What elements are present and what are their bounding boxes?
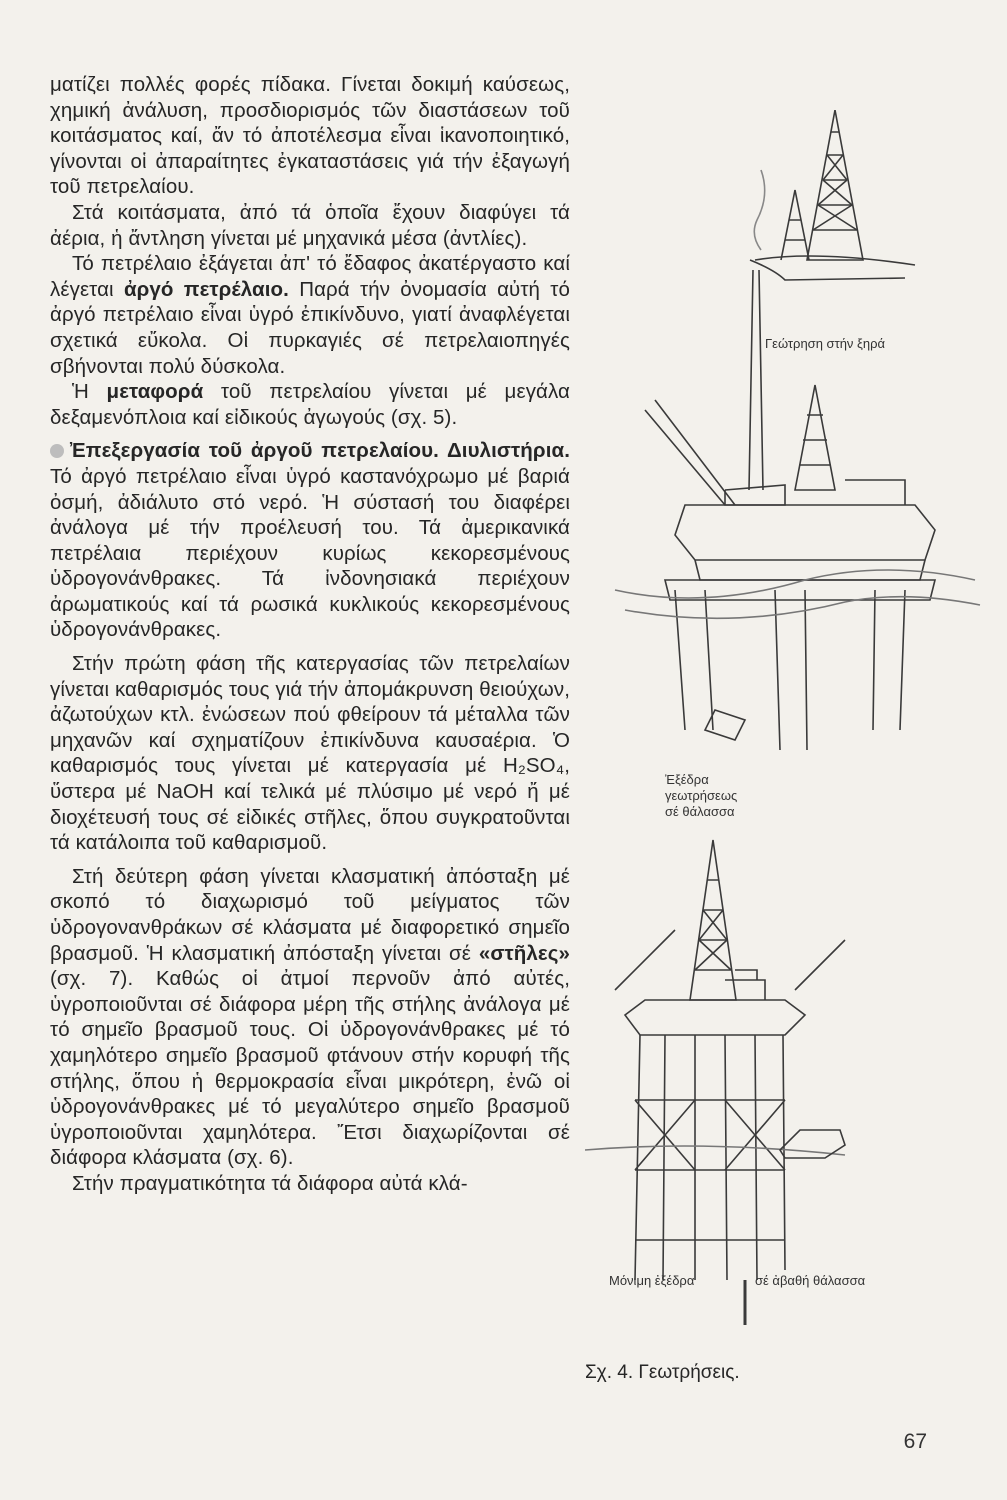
label-fixed-platform-b: σέ ἀβαθή θάλασσα xyxy=(755,1273,866,1288)
paragraph-7-text-a: Στή δεύτερη φάση γίνεται κλασματική ἀπόσταξη μέ σκοπό τό διαχωρισμό τοῦ μείγματος τῶν ὑδρογονανθράκων σέ κλάσματα μέ διαφορετικό σημεῖο βρασμοῦ. Ἡ κλασματική ἀπόσταξη γίνεται σέ xyxy=(50,864,570,965)
term-transport: μεταφορά xyxy=(106,380,204,404)
paragraph-4-text-c: τοῦ πετρελαίου γίνεται μέ μεγάλα δεξαμενόπλοια καί εἰδικούς ἀγωγούς (σχ. 5). xyxy=(50,380,570,429)
label-fixed-platform-a: Μόνιμη ἐξέδρα xyxy=(609,1273,695,1288)
paragraph-3-text-c: Παρά τήν ὀνομασία αὐτή τό ἀργό πετρέλαιο εἶναι ὑγρό ἐπικίνδυνο, γιατί ἀναφλέγεται σχετικά εὔκολα. Οἱ πυρκαγιές σέ πετρελαιοπηγές σβήνονται πολύ δύσκολα. xyxy=(50,277,570,378)
figure-drilling-rigs xyxy=(585,110,995,1330)
paragraph-7-text-c: (σχ. 7). Καθώς οἱ ἀτμοί περνοῦν ἀπό αὐτές, ὑγροποιοῦνται σέ διάφορα μέρη τῆς στήλης ἀνάλογα μέ τό σημεῖο βρασμοῦ τους. Οἱ ὑδρογονάνθρακες μέ τό χαμηλότερο σημεῖο βρασμοῦ φτάνουν στήν κορυφή τῆς στήλης, ὅπου ἡ θερμοκρασία εἶναι μικρότερη, ἐνῶ οἱ ὑδρογονάνθρακες μέ τό μεγαλύτερο σημεῖο βρασμοῦ ὑγροποιοῦνται χαμηλότερα. Ἔτσι διαχωρίζονται σέ διάφορα κλάσματα (σχ. 6). xyxy=(50,967,570,1170)
label-land-drilling: Γεώτρηση στήν ξηρά xyxy=(765,336,886,351)
flare-stack-icon xyxy=(749,270,763,490)
figure-caption: Σχ. 4. Γεωτρήσεις. xyxy=(585,1362,740,1383)
paragraph-5 xyxy=(50,438,570,643)
paragraph-8: Στήν πραγματικότητα τά διάφορα αὐτά κλά- xyxy=(72,1171,468,1195)
paragraph-4-text-a: Ἡ xyxy=(72,380,107,404)
paragraph-2: Στά κοιτάσματα, ἀπό τά ὁποῖα ἔχουν διαφύγει τά ἀέρια, ἡ ἄντληση γίνεται μέ μηχανικά μέσα (ἀντλίες). xyxy=(50,200,570,250)
drilling-illustration xyxy=(585,110,995,1330)
paragraph-5-text: Τό ἀργό πετρέλαιο εἶναι ὑγρό καστανόχρωμο μέ βαριά ὀσμή, ἀδιάλυτο στό νερό. Ἡ σύστασή του διαφέρει ἀνάλογα μέ τήν προέλευσή του. Τά ἀμερικανικά πετρέλαια περιέχουν κυρίως κεκορεσμένους ὑδρογονάνθρακες. Τά ἰνδονησιακά περιέχουν ἀρωματικούς καί τά ρωσικά κυκλικούς κεκορεσμένους ὑδρογονάνθρακες. xyxy=(50,464,570,642)
term-columns: «στῆλες» xyxy=(478,941,570,965)
label-sea-platform-1: Ἐξέδρα xyxy=(665,772,709,787)
main-text-column xyxy=(50,72,570,1197)
land-derrick-icon xyxy=(750,110,915,280)
paragraph-6: Στήν πρώτη φάση τῆς κατεργασίας τῶν πετρελαίων γίνεται καθαρισμός τους γιά τήν ἀπομάκρυνση θειούχων, ἀζωτούχων κτλ. ἐνώσεων πού φθείρουν τά μέταλλα τῶν μηχανῶν καί σχηματίζουν ἐπικίνδυνα καυσαέρια. Ὁ καθαρισμός τους γίνεται μέ κατεργασία μέ H₂SO₄, ὕστερα μέ NaOH καί τελικά μέ πλύσιμο μέ νερό ἤ μέ διοχέτευσή τους σέ εἰδικές στῆλες, ὅπου συγκρατοῦνται τά κατάλοιπα τοῦ καθαρισμοῦ. xyxy=(50,652,570,855)
sea-platform-icon xyxy=(615,385,980,750)
paragraph-3 xyxy=(50,251,570,379)
paragraph-1: ματίζει πολλές φορές πίδακα. Γίνεται δοκιμή καύσεως, χημική ἀνάλυση, προσδιορισμός τῶν διαστάσεων τοῦ κοιτάσματος καί, ἄν τό ἀποτέλεσμα εἶναι ἱκανοποιητικό, γίνονται οἱ ἀπαραίτητες ἐγκαταστάσεις γιά τήν ἐξαγωγή τοῦ πετρελαίου. xyxy=(50,73,570,199)
section-heading-refining: Ἐπεξεργασία τοῦ ἀργοῦ πετρελαίου. Διυλιστήρια. xyxy=(70,439,570,463)
page-number: 67 xyxy=(903,1430,927,1453)
term-crude-oil: ἀργό πετρέλαιο. xyxy=(123,277,289,301)
fixed-platform-icon xyxy=(585,840,845,1325)
label-sea-platform-3: σέ θάλασσα xyxy=(665,804,735,819)
paragraph-7 xyxy=(50,864,570,1171)
paragraph-4 xyxy=(50,379,570,430)
paragraph-3-text-a: Τό πετρέλαιο ἐξάγεται ἀπ' τό ἔδαφος ἀκατέργαστο καί λέγεται xyxy=(50,252,570,301)
section-bullet-icon xyxy=(50,444,64,458)
label-sea-platform-2: γεωτρήσεως xyxy=(665,788,738,803)
